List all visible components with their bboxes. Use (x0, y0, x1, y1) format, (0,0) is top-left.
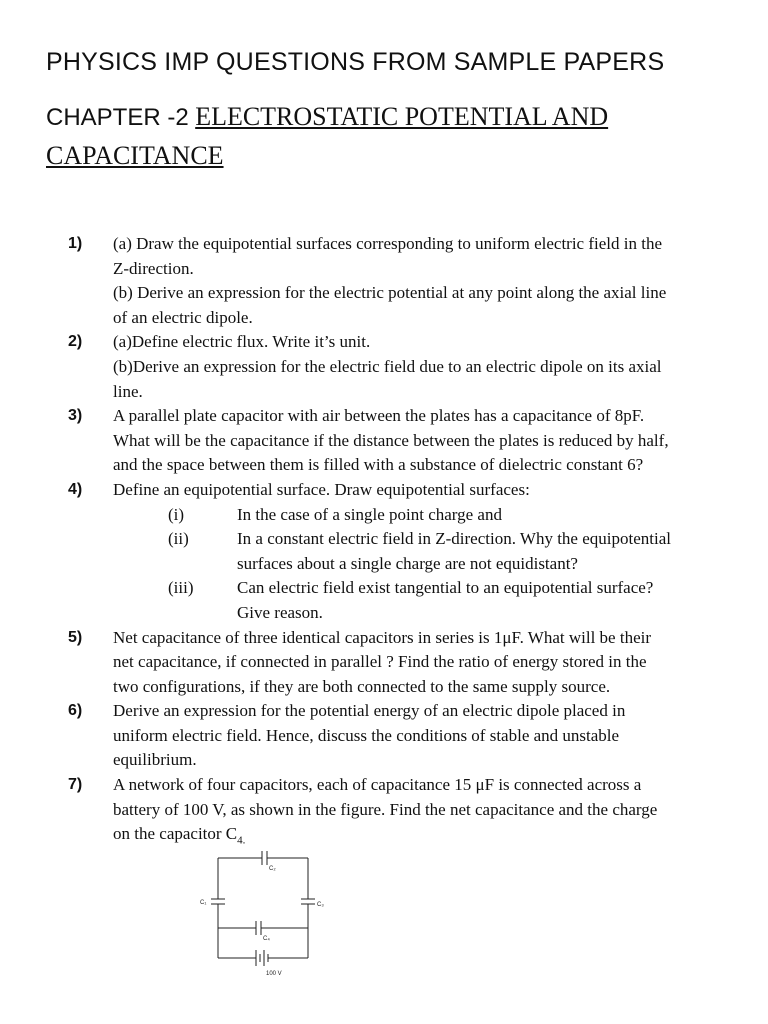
battery-label: 100 V (266, 971, 282, 977)
question-text-line: uniform electric field. Hence, discuss the conditions of stable and unstable (113, 725, 620, 745)
question-text-line: battery of 100 V, as shown in the figure. Find the net capacitance and the charge (113, 799, 658, 819)
subquestion-i (0, 503, 768, 528)
question-text-line: Define an equipotential surface. Draw equipotential surfaces: (113, 479, 530, 499)
question-4 (0, 478, 768, 626)
question-number: 3) (68, 407, 83, 425)
question-2 (0, 330, 768, 404)
subquestion-text-line: surfaces about a single charge are not equidistant? (237, 553, 578, 573)
page-title: PHYSICS IMP QUESTIONS FROM SAMPLE PAPERS (46, 48, 665, 76)
question-text-line: Z-direction. (113, 258, 194, 278)
question-text-line: and the space between them is filled with a substance of dielectric constant 6? (113, 455, 644, 475)
question-text-line: A network of four capacitors, each of capacitance 15 μF is connected across a (113, 775, 642, 795)
c3-label: C₃ (317, 902, 324, 908)
question-number: 5) (68, 628, 83, 646)
question-text-line: two configurations, if they are both connected to the same supply source. (113, 676, 611, 696)
subquestion-label: (ii) (168, 529, 189, 549)
subquestion-text-line: Can electric field exist tangential to an equipotential surface? (237, 578, 654, 598)
question-list (0, 232, 768, 853)
question-3 (0, 404, 768, 478)
question-text-fragment: on the capacitor C (113, 824, 238, 844)
chapter-title-line1: ELECTROSTATIC POTENTIAL AND (195, 102, 609, 131)
chapter-heading (46, 98, 706, 175)
question-text-line: of an electric dipole. (113, 307, 253, 327)
c4-label: C₄ (263, 936, 270, 942)
c2-label: C₂ (269, 866, 276, 872)
question-text-line: line. (113, 381, 143, 401)
capacitor-subscript: 4. (237, 834, 246, 847)
subquestion-text-line: In the case of a single point charge and (237, 504, 502, 524)
subquestion-label: (i) (168, 504, 185, 524)
question-6 (0, 699, 768, 773)
question-text-line: (a)Define electric flux. Write it’s unit. (113, 332, 371, 352)
question-text-line: net capacitance, if connected in parallel ? Find the ratio of energy stored in the (113, 652, 647, 672)
question-text-line: What will be the capacitance if the distance between the plates is reduced by half, (113, 430, 669, 450)
question-text-line: (b)Derive an expression for the electric field due to an electric dipole on its axial (113, 356, 662, 376)
question-number: 7) (68, 776, 83, 794)
chapter-title-line2: CAPACITANCE (46, 141, 224, 170)
capacitor-network-figure (196, 846, 336, 980)
question-text-line: (a) Draw the equipotential surfaces corresponding to uniform electric field in the (113, 234, 662, 253)
question-5 (0, 626, 768, 700)
chapter-label: CHAPTER -2 (46, 104, 189, 131)
question-number: 2) (68, 333, 83, 351)
subquestion-text-line: In a constant electric field in Z-direction. Why the equipotential (237, 529, 671, 549)
c1-label: C₁ (200, 900, 207, 906)
question-7 (0, 773, 768, 853)
subquestion-iii (0, 576, 768, 625)
question-1 (0, 232, 768, 330)
question-number: 4) (68, 480, 83, 498)
question-text-line: Net capacitance of three identical capacitors in series is 1μF. What will be their (113, 627, 652, 647)
question-number: 6) (68, 702, 83, 720)
question-text-line: (b) Derive an expression for the electric potential at any point along the axial line (113, 283, 667, 303)
question-number: 1) (68, 235, 83, 252)
question-text-line: equilibrium. (113, 750, 197, 770)
subquestion-ii (0, 527, 768, 576)
subquestion-text-line: Give reason. (237, 602, 323, 622)
subquestion-label: (iii) (168, 578, 194, 598)
question-text-line: A parallel plate capacitor with air between the plates has a capacitance of 8pF. (113, 406, 645, 426)
question-text-line: Derive an expression for the potential energy of an electric dipole placed in (113, 701, 626, 721)
